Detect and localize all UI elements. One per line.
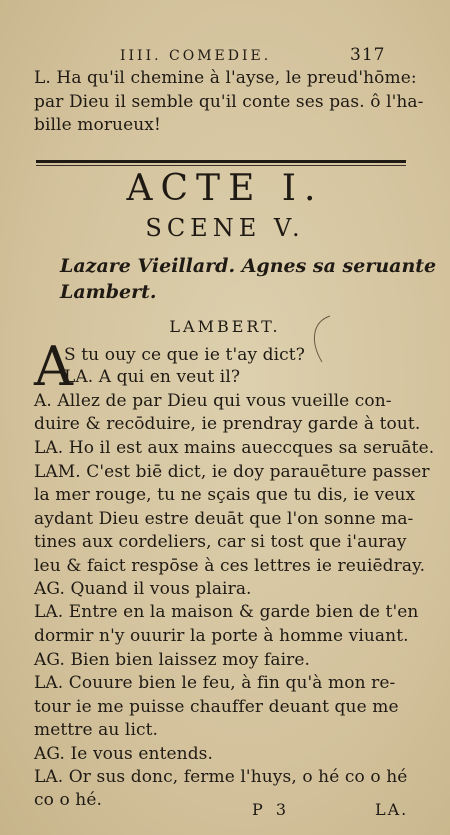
act-heading: ACTE I.: [126, 168, 324, 209]
text-line: A. Allez de par Dieu qui vous vueille con-: [34, 391, 392, 411]
text-line: tour ie me puisse chauffer deuant que me: [34, 697, 399, 717]
text-line: AG. Ie vous entends.: [34, 744, 214, 764]
drop-cap: A: [34, 335, 73, 398]
text-line: LA. A qui en veut il?: [64, 367, 241, 387]
text-line: LA. Or sus donc, ferme l'huys, o hé co o hé: [34, 767, 408, 787]
section-rule-thin: [36, 165, 406, 166]
text-line: co o hé.: [34, 790, 103, 810]
catchword: LA.: [375, 800, 409, 819]
scene-heading: SCENE V.: [145, 214, 305, 242]
text-line: la mer rouge, tu ne sçais que tu dis, ie veux: [34, 485, 416, 505]
text-line: bille morueux!: [34, 115, 161, 135]
text-line: aydant Dieu estre deuāt que l'on sonne ma-: [34, 509, 414, 529]
text-line: S tu ouy ce que ie t'ay dict?: [64, 345, 305, 365]
persons-line: Lazare Vieillard. Agnes sa seruante: [60, 255, 437, 277]
text-line: par Dieu il semble qu'il conte ses pas. ô l'ha-: [34, 92, 424, 112]
persons-line: Lambert.: [60, 281, 157, 303]
text-line: duire & recōduire, ie prendray garde à tout.: [34, 414, 421, 434]
text-line: mettre au lict.: [34, 720, 159, 740]
speaker-heading: LAMBERT.: [169, 317, 281, 336]
text-line: LA. Ho il est aux mains aueccques sa seruāte.: [34, 438, 435, 458]
text-line: LA. Couure bien le feu, à fin qu'à mon re-: [34, 673, 396, 693]
running-title: IIII. COMEDIE.: [120, 48, 272, 64]
text-line: L. Ha qu'il chemine à l'ayse, le preud'hōme:: [34, 68, 417, 88]
text-line: tines aux cordeliers, car si tost que i'auray: [34, 532, 407, 552]
page-footer: [0, 800, 450, 830]
page-number: 317: [350, 45, 386, 65]
text-line: dormir n'y ouurir la porte à homme viuant.: [34, 626, 409, 646]
text-line: LAM. C'est biē dict, ie doy parauēture passer: [34, 462, 430, 482]
signature-mark: P 3: [252, 800, 291, 819]
text-line: LA. Entre en la maison & garde bien de t'en: [34, 602, 419, 622]
text-line: AG. Quand il vous plaira.: [34, 579, 252, 599]
text-line: AG. Bien bien laissez moy faire.: [34, 650, 311, 670]
section-rule: [36, 160, 406, 163]
text-line: leu & faict respōse à ces lettres ie reuiēdray.: [34, 556, 426, 576]
